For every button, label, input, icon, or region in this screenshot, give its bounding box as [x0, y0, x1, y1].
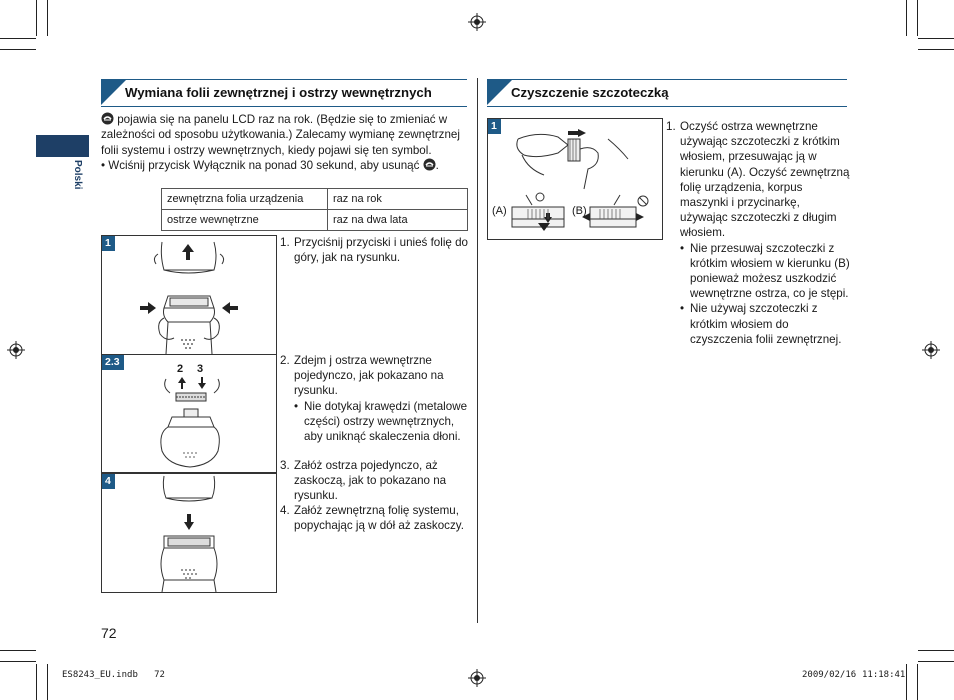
direction-label-b: (B) — [572, 205, 587, 217]
crop-mark — [918, 38, 954, 39]
step-text: Załóż ostrza pojedynczo, aż zaskoczą, jak to pokazano na rysunku. — [294, 459, 447, 503]
step-number: 4. — [280, 504, 290, 517]
direction-label-a: (A) — [492, 205, 507, 217]
table-cell-frequency: raz na rok — [328, 189, 468, 210]
crop-mark — [906, 664, 907, 700]
instruction-step-3 — [280, 458, 468, 504]
step-number: 1. — [280, 236, 290, 249]
figure-label: 2.3 — [102, 355, 124, 370]
header-accent-triangle — [101, 79, 127, 105]
registration-mark-icon — [468, 669, 486, 687]
bullet-dot: • — [680, 241, 685, 255]
bullet-text: Nie używaj szczoteczki z krótkim włosiem do czyszczenia folii zewnętrznej. — [690, 302, 842, 346]
figure-step-4 — [101, 473, 277, 593]
language-tab-label: Polski — [72, 160, 83, 190]
registration-mark-icon — [7, 341, 25, 359]
crop-mark — [47, 664, 48, 700]
cleaning-step-1 — [666, 119, 850, 347]
step-text: Oczyść ostrza wewnętrzne używając szczoteczki z krótkim włosiem, przesuwając ją w kierunku (A). Oczyść zewnętrzną folię urządzenia, korpus maszynki i przycinarkę, używając szczoteczki z długim włosiem. — [680, 120, 850, 240]
step-number: 3. — [280, 459, 290, 472]
bullet-dot: • — [294, 399, 299, 413]
bullet-text: Nie przesuwaj szczoteczki z krótkim włosiem w kierunku (B) ponieważ możesz uszkodzić wewnętrzne ostrza, co je stępi. — [690, 241, 850, 301]
registration-mark-icon — [468, 13, 486, 31]
table-cell-part: ostrze wewnętrzne — [162, 210, 328, 231]
intro-bullet: • Wciśnij przycisk Wyłącznik na ponad 30 sekund, aby usunąć — [101, 158, 420, 172]
blade-mark-2: 2 — [177, 363, 184, 375]
replace-indicator-icon — [423, 158, 436, 171]
intro-paragraph — [101, 112, 467, 173]
table-row — [162, 210, 468, 231]
crop-mark — [0, 650, 36, 651]
crop-mark — [918, 650, 954, 651]
figure-brush-cleaning — [487, 118, 663, 240]
section-title: Wymiana folii zewnętrznej i ostrzy wewnętrznych — [125, 85, 432, 100]
foil-reinstall-illustration — [102, 474, 276, 592]
step-text: Zdejm j ostrza wewnętrzne pojedynczo, jak pokazano na rysunku. — [294, 354, 444, 398]
table-cell-frequency: raz na dwa lata — [328, 210, 468, 231]
step-bullet — [680, 241, 850, 302]
header-accent-triangle — [487, 79, 513, 105]
figure-step-2-3 — [101, 354, 277, 473]
section-header-cleaning — [487, 79, 847, 107]
footer-file: ES8243_EU.indb 72 — [62, 670, 165, 680]
page-number: 72 — [101, 625, 117, 641]
step-text: Załóż zewnętrzną folię systemu, popychając ją w dół aż zaskoczy. — [294, 504, 464, 533]
instruction-step-2 — [280, 353, 468, 444]
crop-mark — [918, 661, 954, 662]
crop-mark — [918, 49, 954, 50]
replacement-schedule-table — [161, 188, 468, 231]
instruction-step-4 — [280, 503, 468, 533]
shaver-foil-removal-illustration — [102, 236, 276, 354]
crop-mark — [36, 0, 37, 36]
step-number: 2. — [280, 354, 290, 367]
bullet-text: Nie dotykaj krawędzi (metalowe części) ostrzy wewnętrznych, aby uniknąć skaleczenia dłoni. — [304, 399, 468, 444]
registration-mark-icon — [922, 341, 940, 359]
crop-mark — [917, 0, 918, 36]
crop-mark — [917, 664, 918, 700]
crop-mark — [0, 49, 36, 50]
brush-cleaning-illustration — [488, 119, 662, 239]
crop-mark — [0, 38, 36, 39]
footer-date: 2009/02/16 — [802, 670, 857, 680]
language-tab — [36, 135, 89, 157]
crop-mark — [0, 661, 36, 662]
step-bullet — [680, 301, 850, 347]
bullet-dot: • — [680, 302, 685, 316]
figure-label: 4 — [102, 474, 115, 489]
table-cell-part: zewnętrzna folia urządzenia — [162, 189, 328, 210]
figure-step-1 — [101, 235, 277, 355]
footer-time: 11:18:41 — [862, 670, 906, 680]
step-number: 1. — [666, 120, 676, 133]
step-bullet — [294, 399, 468, 445]
crop-mark — [36, 664, 37, 700]
figure-label: 1 — [102, 236, 115, 251]
crop-mark — [906, 0, 907, 36]
intro-text: pojawia się na panelu LCD raz na rok. (Będzie się to zmieniać w zależności od sposobu użytkowania.) Zalecamy wymianę zewnętrznej folii systemu i ostrzy wewnętrznych, kiedy pojawi się ten symbol. — [101, 113, 460, 157]
step-text: Przyciśnij przyciski i unieś folię do góry, jak na rysunku. — [294, 236, 468, 265]
section-title: Czyszczenie szczoteczką — [511, 85, 669, 100]
crop-mark — [47, 0, 48, 36]
column-divider — [477, 78, 478, 623]
intro-bullet-end: . — [435, 158, 439, 172]
instruction-step-1 — [280, 235, 468, 265]
blade-mark-3: 3 — [197, 363, 204, 375]
figure-label: 1 — [488, 119, 501, 134]
section-header-replacement — [101, 79, 467, 107]
table-row — [162, 189, 468, 210]
inner-blades-illustration — [102, 355, 276, 472]
replace-indicator-icon — [101, 112, 114, 125]
